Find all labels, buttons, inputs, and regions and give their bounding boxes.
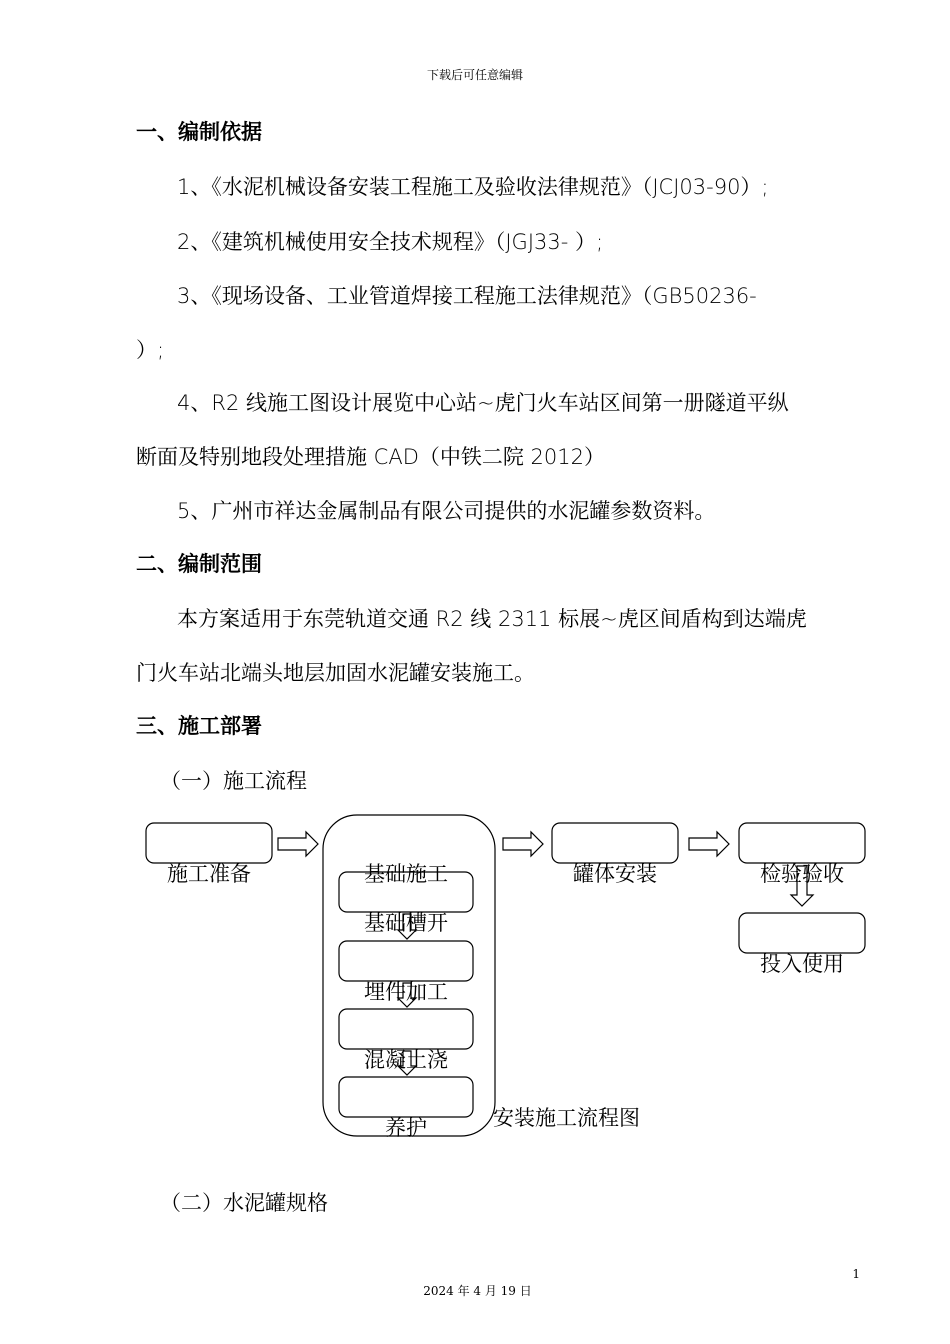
arrow-prep-to-foundation (278, 832, 318, 856)
page-number: 1 (852, 1267, 860, 1281)
label-step-4: 养护 (385, 1116, 427, 1140)
header-note: 下载后可任意编辑 (426, 68, 523, 82)
arrow-foundation-to-install (503, 832, 543, 856)
section-title-deployment: 三、施工部署 (136, 714, 262, 738)
flowchart-caption: 安装施工流程图 (493, 1106, 640, 1130)
section-title-basis: 一、编制依据 (136, 120, 262, 144)
label-prep: 施工准备 (167, 862, 251, 886)
box-prep (146, 823, 272, 863)
box-step-4 (339, 1077, 473, 1117)
box-step-3 (339, 1009, 473, 1049)
label-step-1: 基础槽开 (364, 911, 448, 935)
label-step-3: 混凝土浇 (364, 1048, 448, 1072)
basis-item-2: 2、《建筑机械使用安全技术规程》（JGJ33- ）; (177, 230, 604, 254)
basis-item-3: 3、《现场设备、工业管道焊接工程施工法律规范》（GB50236- (177, 284, 757, 308)
label-install: 罐体安装 (573, 862, 657, 886)
basis-item-5: 5、广州市祥达金属制品有限公司提供的水泥罐参数资料。 (177, 499, 716, 523)
box-step-2 (339, 941, 473, 981)
arrow-install-to-inspect (689, 832, 729, 856)
label-inspect: 检验验收 (760, 862, 844, 886)
label-step-2: 埋件加工 (364, 980, 448, 1004)
box-inspect (739, 823, 865, 863)
subsection-process: （一）施工流程 (160, 769, 307, 793)
basis-item-4: 4、R2 线施工图设计展览中心站~虎门火车站区间第一册隧道平纵 (177, 391, 789, 415)
subsection-spec: （二）水泥罐规格 (160, 1191, 328, 1215)
label-foundation: 基础施工 (364, 862, 448, 886)
label-use: 投入使用 (760, 952, 844, 976)
box-use (739, 913, 865, 953)
basis-item-4-cont: 断面及特别地段处理措施 CAD（中铁二院 2012） (136, 445, 605, 469)
box-install (552, 823, 678, 863)
footer-date: 2024 年 4 月 19 日 (423, 1284, 532, 1298)
section-title-scope: 二、编制范围 (136, 552, 262, 576)
basis-item-1: 1、《水泥机械设备安装工程施工及验收法律规范》（JCJ03-90）; (177, 175, 769, 199)
scope-line-1: 本方案适用于东莞轨道交通 R2 线 2311 标展~虎区间盾构到达端虎 (177, 607, 807, 631)
scope-line-2: 门火车站北端头地层加固水泥罐安装施工。 (136, 661, 535, 685)
basis-item-3-cont: ）; (136, 338, 165, 362)
